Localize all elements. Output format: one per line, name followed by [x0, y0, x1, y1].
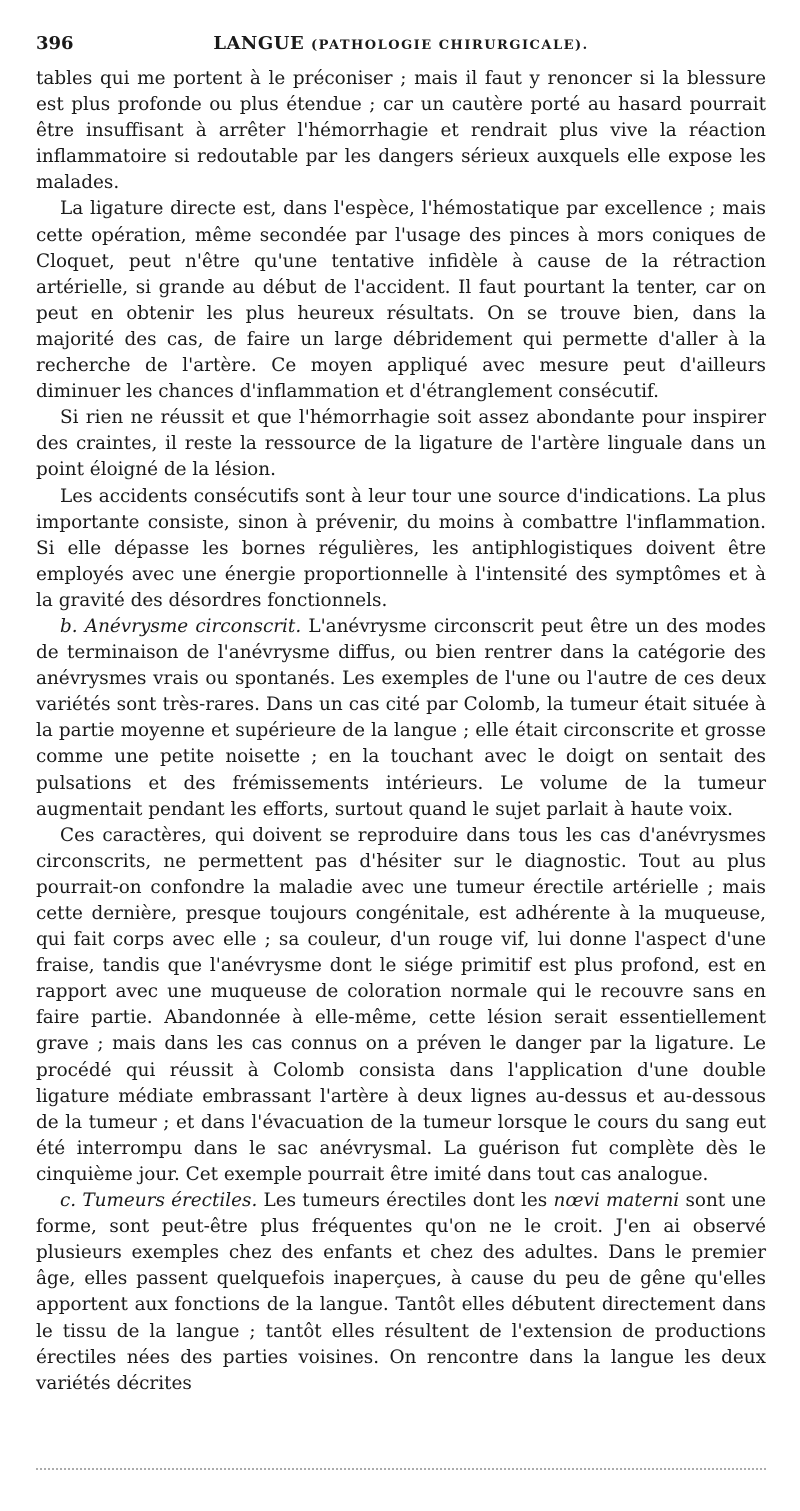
paragraph: Si rien ne réussit et que l'hémorrhagie soit assez abondante pour inspirer des craintes, il reste la ressource de la ligature de l'artère linguale dans un point éloigné de la lésion.	[36, 407, 766, 481]
paragraph: Les accidents consécutifs sont à leur tour une source d'indications. La plus importante consiste, sinon à prévenir, du moins à combattre l'inflammation. Si elle dépasse les bornes régulières, les antiphlogistiques doivent être employés avec une énergie proportionnelle à l'intensité des symptômes et à la gravité des désordres fonctionnels.	[36, 485, 766, 611]
page-title	[36, 30, 766, 60]
body-text	[36, 66, 766, 1397]
book-page	[36, 30, 766, 1397]
title-main: LANGUE	[213, 33, 305, 54]
page-number: 396	[36, 33, 74, 54]
paragraph-aneurysm	[36, 614, 766, 823]
running-head	[36, 30, 766, 58]
paragraph-erectile-tumors	[36, 1188, 766, 1397]
paragraph-text: Les tumeurs érectiles dont les	[263, 1190, 548, 1212]
paragraph-text: L'anévrysme circonscrit peut être un des modes de terminaison de l'anévrysme diffus, ou bien rentrer dans la catégorie des anévrysmes vrais ou spontanés. Les exemples de l'une ou l'autre de ces deux variétés sont très-rares. Dans un cas cité par Colomb, la tumeur était située à la partie moyenne et supérieure de la langue ; elle était circonscrite et grosse comme une petite noisette ; en la touchant avec le doigt on sentait des pulsations et des frémissements intérieurs. Le volume de la tumeur augmentait pendant les efforts, surtout quand le sujet parlait à haute voix.	[36, 615, 766, 820]
footer-rule	[36, 1468, 766, 1470]
section-heading: b. Anévrysme circonscrit.	[60, 615, 302, 637]
paragraph: Ces caractères, qui doivent se reproduire dans tous les cas d'anévrysmes circonscrits, ne permettent pas d'hésiter sur le diagnostic. Tout au plus pourrait-on confondre la maladie avec une tumeur érectile artérielle ; mais cette dernière, presque toujours congénitale, est adhérente à la muqueuse, qui fait corps avec elle ; sa couleur, d'un rouge vif, lui donne l'aspect d'une fraise, tandis que l'anévrysme dont le siége primitif est plus profond, est en rapport avec une muqueuse de coloration normale qui le recouvre sans en faire partie. Abandonnée à elle-même, cette lésion serait essentiellement grave ; mais dans les cas connus on a préven le danger par la ligature. Le procédé qui réussit à Colomb consista dans l'application d'une double ligature médiate embrassant l'artère à deux lignes au-dessus et au-dessous de la tumeur ; et dans l'évacuation de la tumeur lorsque le cours du sang eut été interrompu dans le sac anévrysmal. La guérison fut complète dès le cinquième jour. Cet exemple pourrait être imité dans tout cas analogue.	[36, 824, 766, 1185]
section-heading: c. Tumeurs érectiles.	[60, 1190, 258, 1212]
paragraph-text: sont une forme, sont peut-être plus fréquentes qu'on ne le croit. J'en ai observé plusieurs exemples chez des enfants et chez des adultes. Dans le premier âge, elles passent quelquefois inaperçues, à cause du peu de gêne qu'elles apportent aux fonctions de la langue. Tantôt elles débutent directement dans le tissu de la langue ; tantôt elles résultent de l'extension de productions érectiles nées des parties voisines. On rencontre dans la langue les deux variétés décrites	[36, 1190, 766, 1394]
latin-term: nœvi materni	[553, 1190, 680, 1212]
title-subtitle: (PATHOLOGIE CHIRURGICALE).	[310, 38, 589, 53]
paragraph: La ligature directe est, dans l'espèce, l'hémostatique par excellence ; mais cette opération, même secondée par l'usage des pinces à mors coniques de Cloquet, peut n'être qu'une tentative infidèle à cause de la rétraction artérielle, si grande au début de l'accident. Il faut pourtant la tenter, car on peut en obtenir les plus heureux résultats. On se trouve bien, dans la majorité des cas, de faire un large débridement qui permette d'aller à la recherche de l'artère. Ce moyen appliqué avec mesure peut d'ailleurs diminuer les chances d'inflammation et d'étranglement consécutif.	[36, 198, 766, 403]
paragraph: tables qui me portent à le préconiser ; mais il faut y renoncer si la blessure est plus profonde ou plus étendue ; car un cautère porté au hasard pourrait être insuffisant à arrêter l'hémorrhagie et rendrait plus vive la réaction inflammatoire si redoutable par les dangers sérieux auxquels elle expose les malades.	[36, 68, 766, 194]
